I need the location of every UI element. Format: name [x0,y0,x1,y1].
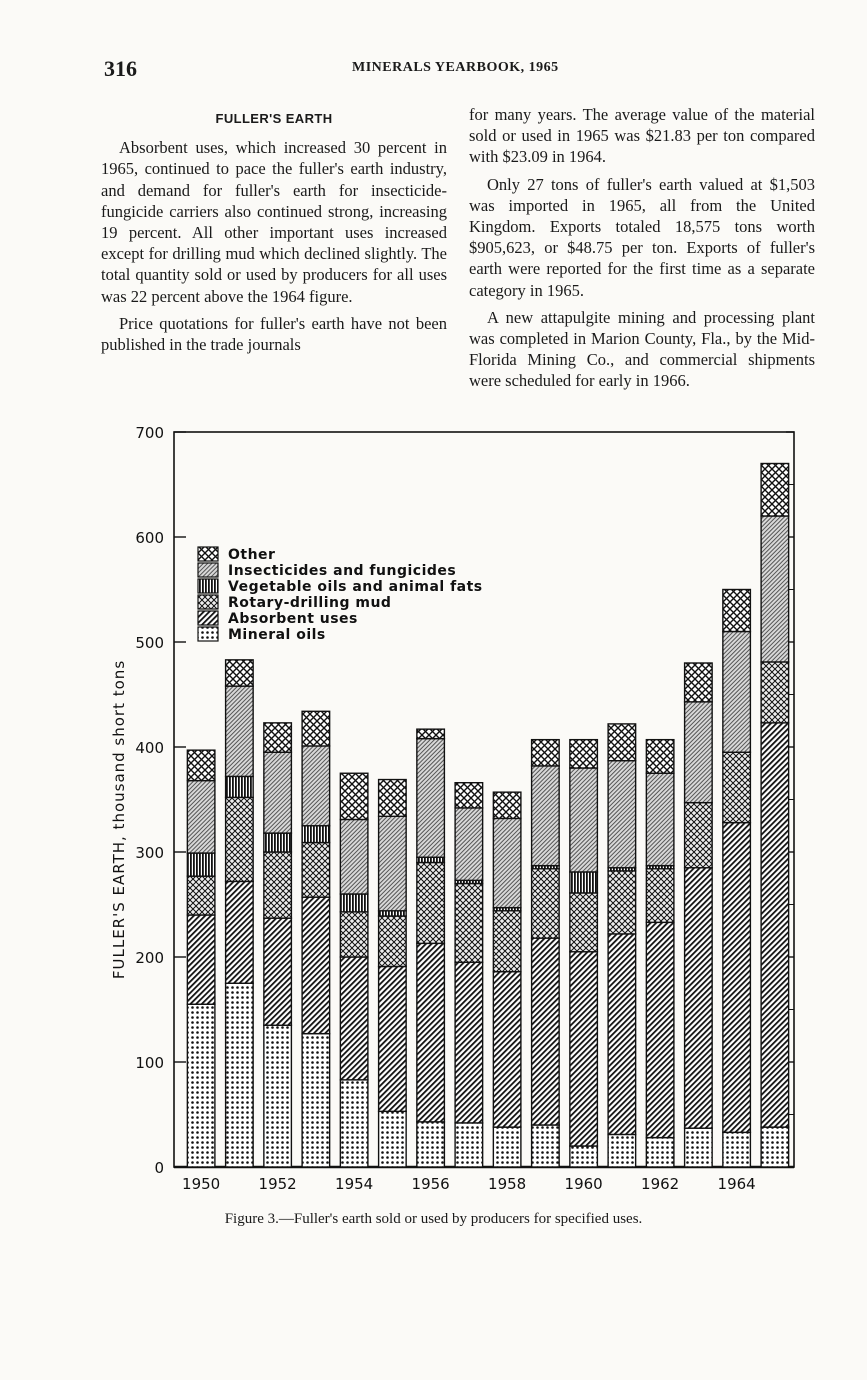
bar-segment-1956-vegetable-oils-and-animal-fats [417,857,445,862]
bar-segment-1951-absorbent-uses [226,881,254,983]
legend-swatch [198,595,218,609]
section-heading: FULLER'S EARTH [215,111,333,126]
bar-segment-1964-other [723,590,751,632]
y-tick-label: 700 [135,424,164,442]
bar-segment-1963-other [685,663,713,702]
legend-swatch [198,611,218,625]
running-title: MINERALS YEARBOOK, 1965 [352,60,559,75]
bar-segment-1961-other [608,724,636,761]
y-tick-label: 500 [135,634,164,652]
bar-segment-1963-insecticides-and-fungicides [685,702,713,803]
bar-segment-1956-mineral-oils [417,1122,445,1167]
bar-segment-1951-mineral-oils [226,983,254,1167]
bar-segment-1953-insecticides-and-fungicides [302,746,330,826]
bar-segment-1965-other [761,464,789,517]
bar-segment-1960-rotary-drilling-mud [570,893,598,952]
bar-segment-1963-mineral-oils [685,1128,713,1167]
bar-segment-1952-other [264,723,292,752]
bar-segment-1964-mineral-oils [723,1132,751,1167]
bar-segment-1961-absorbent-uses [608,934,636,1135]
x-tick-label: 1964 [717,1175,756,1193]
y-tick-label: 100 [135,1054,164,1072]
figure-caption: Figure 3.—Fuller's earth sold or used by producers for specified uses. [224,1211,643,1227]
legend-label: Absorbent uses [228,611,358,627]
bar-segment-1950-mineral-oils [187,1004,215,1167]
bar-segment-1960-mineral-oils [570,1146,598,1167]
bar-segment-1954-absorbent-uses [340,957,368,1080]
bar-segment-1960-absorbent-uses [570,952,598,1146]
bar-segment-1952-absorbent-uses [264,918,292,1025]
paragraph: Absorbent uses, which increased 30 percent in 1965, continued to pace the fuller's earth industry, and demand for fuller's earth for insecticide-fungicide carriers also continued strong, increasing 19 percent. All other important uses increased except for drilling mud which declined slightly. The total quantity sold or used by producers for all uses was 22 percent above the 1964 figure. [101,138,447,306]
bar-segment-1957-absorbent-uses [455,962,483,1123]
bar-segment-1958-rotary-drilling-mud [493,911,521,972]
bar-segment-1965-insecticides-and-fungicides [761,516,789,662]
bar-segment-1960-other [570,740,598,768]
legend-label: Rotary-drilling mud [228,595,392,611]
bar-segment-1950-absorbent-uses [187,915,215,1004]
y-tick-label: 400 [135,739,164,757]
bar-segment-1954-vegetable-oils-and-animal-fats [340,894,368,912]
bar-segment-1957-rotary-drilling-mud [455,884,483,963]
legend-label: Vegetable oils and animal fats [228,579,483,595]
legend-swatch [198,627,218,641]
bar-segment-1951-rotary-drilling-mud [226,797,254,881]
bar-segment-1959-rotary-drilling-mud [532,869,560,938]
bar-segment-1957-mineral-oils [455,1123,483,1167]
legend-label: Mineral oils [228,627,326,643]
legend-swatch [198,579,218,593]
bar-segment-1959-mineral-oils [532,1125,560,1167]
bar-segment-1961-mineral-oils [608,1134,636,1167]
bar-segment-1953-absorbent-uses [302,897,330,1034]
bar-segment-1953-mineral-oils [302,1034,330,1167]
bar-segment-1961-rotary-drilling-mud [608,871,636,934]
bar-segment-1950-other [187,750,215,780]
bar-segment-1964-rotary-drilling-mud [723,752,751,822]
bar-segment-1955-mineral-oils [379,1111,407,1167]
bar-segment-1952-rotary-drilling-mud [264,852,292,918]
bar-segment-1961-insecticides-and-fungicides [608,761,636,868]
bar-segment-1953-other [302,711,330,746]
x-tick-label: 1958 [488,1175,527,1193]
x-tick-label: 1954 [335,1175,374,1193]
bar-segment-1955-other [379,780,407,817]
x-tick-label: 1960 [564,1175,603,1193]
bar-segment-1952-insecticides-and-fungicides [264,752,292,833]
bar-segment-1953-rotary-drilling-mud [302,843,330,898]
bar-segment-1960-vegetable-oils-and-animal-fats [570,872,598,893]
bar-segment-1962-insecticides-and-fungicides [646,773,674,865]
bar-segment-1962-rotary-drilling-mud [646,869,674,923]
y-tick-label: 200 [135,949,164,967]
legend-label: Other [228,547,276,563]
paragraph: Price quotations for fuller's earth have not been published in the trade journals [101,313,447,355]
bar-segment-1955-insecticides-and-fungicides [379,816,407,911]
paragraph: A new attapulgite mining and processing plant was completed in Marion County, Fla., by the Mid-Florida Mining Co., and commercial shipments were scheduled for early in 1966. [469,307,815,391]
bar-segment-1956-other [417,729,445,738]
bar-segment-1955-rotary-drilling-mud [379,916,407,966]
bar-segment-1956-rotary-drilling-mud [417,863,445,944]
y-tick-label: 0 [154,1159,164,1177]
legend-label: Insecticides and fungicides [228,563,457,579]
x-tick-label: 1962 [641,1175,680,1193]
fullers-earth-chart [100,420,820,1200]
paragraph: Only 27 tons of fuller's earth valued at $1,503 was imported in 1965, all from the United Kingdom. Exports totaled 18,575 tons worth $905,623, or $48.75 per ton. Exports of fuller's earth were reported for the first time as a separate category in 1965. [469,174,815,300]
bar-segment-1965-rotary-drilling-mud [761,662,789,723]
bar-segment-1960-insecticides-and-fungicides [570,768,598,872]
bar-segment-1950-rotary-drilling-mud [187,876,215,915]
x-tick-label: 1956 [411,1175,450,1193]
bar-segment-1956-absorbent-uses [417,943,445,1122]
bar-segment-1959-absorbent-uses [532,938,560,1125]
page-number: 316 [104,56,137,81]
bar-segment-1952-vegetable-oils-and-animal-fats [264,833,292,852]
paragraph: for many years. The average value of the material sold or used in 1965 was $21.83 per ton compared with $23.09 in 1964. [469,105,815,167]
bar-segment-1950-insecticides-and-fungicides [187,781,215,853]
bar-segment-1964-insecticides-and-fungicides [723,632,751,753]
bar-segment-1950-vegetable-oils-and-animal-fats [187,853,215,876]
bar-segment-1951-other [226,660,254,686]
bar-segment-1953-vegetable-oils-and-animal-fats [302,826,330,843]
bar-segment-1959-insecticides-and-fungicides [532,766,560,866]
legend-swatch [198,563,218,577]
bar-segment-1958-absorbent-uses [493,972,521,1127]
bar-segment-1958-insecticides-and-fungicides [493,818,521,907]
bar-segment-1956-insecticides-and-fungicides [417,739,445,858]
bar-segment-1954-insecticides-and-fungicides [340,819,368,894]
bar-segment-1962-absorbent-uses [646,922,674,1137]
bar-segment-1955-absorbent-uses [379,966,407,1111]
bar-segment-1951-vegetable-oils-and-animal-fats [226,776,254,797]
bar-segment-1957-insecticides-and-fungicides [455,808,483,880]
right-column [469,104,815,398]
bar-segment-1963-absorbent-uses [685,868,713,1128]
bar-segment-1955-vegetable-oils-and-animal-fats [379,911,407,916]
left-column [101,104,447,361]
bar-segment-1959-other [532,740,560,766]
bar-segment-1963-rotary-drilling-mud [685,803,713,868]
bar-segment-1962-mineral-oils [646,1138,674,1167]
y-tick-label: 300 [135,844,164,862]
bar-segment-1954-rotary-drilling-mud [340,912,368,957]
y-axis-label: FULLER'S EARTH, thousand short tons [110,659,128,980]
x-tick-label: 1950 [182,1175,221,1193]
bar-segment-1952-mineral-oils [264,1025,292,1167]
bar-segment-1958-mineral-oils [493,1127,521,1167]
bar-segment-1962-other [646,740,674,774]
bar-segment-1951-insecticides-and-fungicides [226,686,254,776]
bar-segment-1958-other [493,792,521,818]
y-tick-label: 600 [135,529,164,547]
bar-segment-1965-absorbent-uses [761,723,789,1127]
x-tick-label: 1952 [258,1175,297,1193]
bar-segment-1954-mineral-oils [340,1080,368,1167]
bar-segment-1954-other [340,773,368,819]
legend-swatch [198,547,218,561]
bar-segment-1964-absorbent-uses [723,823,751,1133]
bar-segment-1957-other [455,783,483,808]
bar-segment-1965-mineral-oils [761,1127,789,1167]
